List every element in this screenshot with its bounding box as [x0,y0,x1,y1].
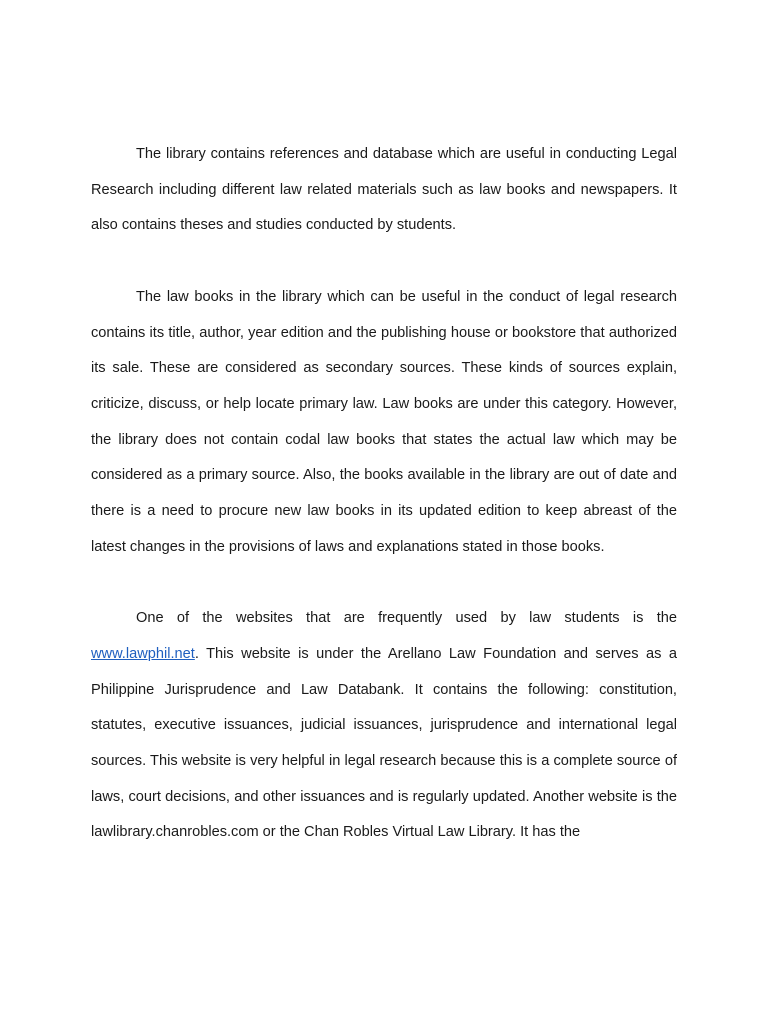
paragraph-law-books: The law books in the library which can be useful in the conduct of legal research contains its title, author, year edition and the publishing house or bookstore that authorized its sale. These are considered as secondary sources. These kinds of sources explain, criticize, discuss, or help locate primary law. Law books are under this category. However, the library does not contain codal law books that states the actual law which may be considered as a primary source. Also, the books available in the library are out of date and there is a need to procure new law books in its updated edition to keep abreast of the latest changes in the provisions of laws and explanations stated in those books. [91,288,677,555]
paragraph-websites-intro: One of the websites that are frequently used by law students is the [136,610,677,627]
paragraph-websites [91,601,677,851]
paragraph-library-contents: The library contains references and database which are useful in conducting Legal Research including different law related materials such as law books and newspapers. It also contains theses and studies conducted by students. [91,146,677,234]
paragraph-websites-rest: . This website is under the Arellano Law Foundation and serves as a Philippine Jurisprudence and Law Databank. It contains the following: constitution, statutes, executive issuances, judicial issuances, jurisprudence and international legal sources. This website is very helpful in legal research because this is a complete source of laws, court decisions, and other issuances and is regularly updated. Another website is the lawlibrary.chanrobles.com or the Chan Robles Virtual Law Library. It has the [91,645,677,841]
document-body [91,137,677,851]
lawphil-link[interactable]: www.lawphil.net [91,645,195,662]
